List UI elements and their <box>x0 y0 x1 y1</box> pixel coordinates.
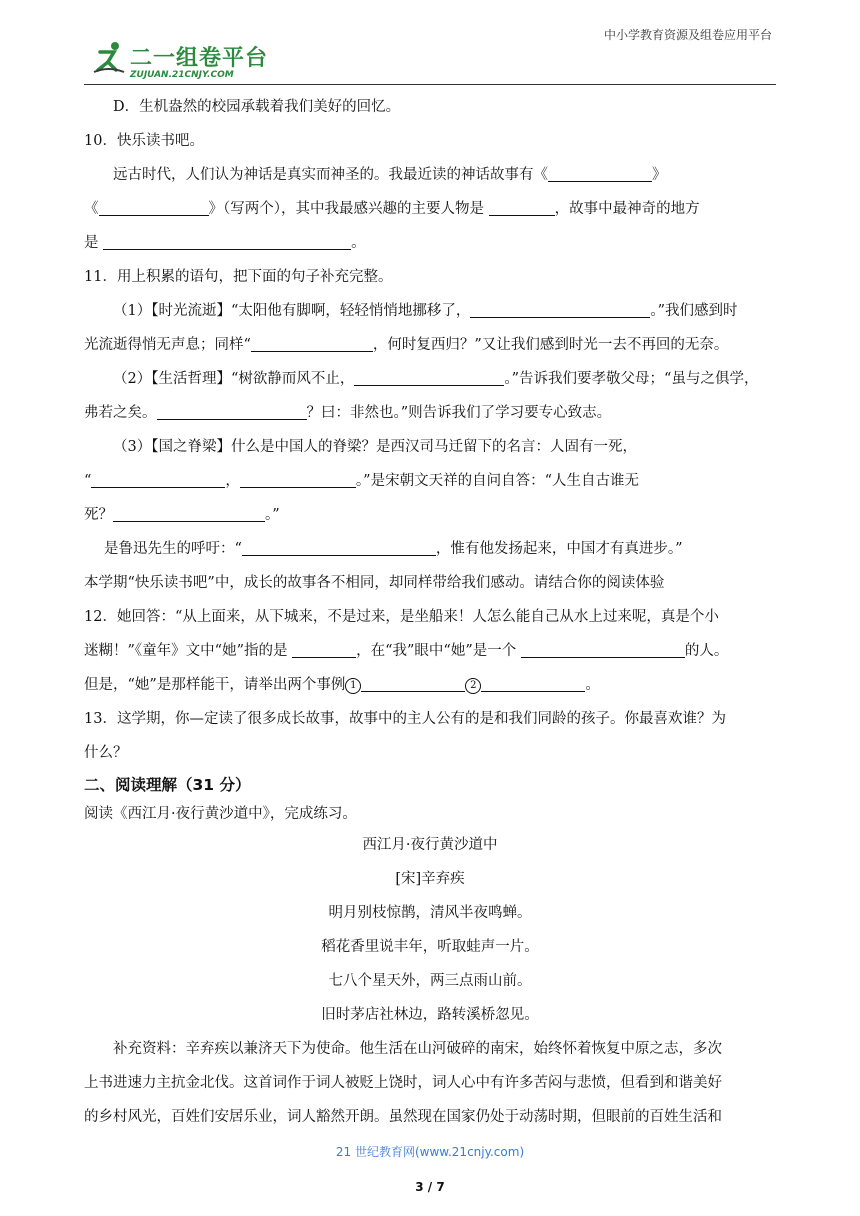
circled-number-2: 2 <box>465 678 481 694</box>
q11-2-line1: （2）【生活哲理】“树欲静而风不止， 。”告诉我们要孝敬父母；“虽与之俱学， <box>84 362 776 396</box>
q12-line2: 迷糊！”《童年》文中“她”指的是 ，在“我”眼中“她”是一个 的人。 <box>84 634 776 668</box>
q11-1-line1: （1）【时光流逝】“太阳他有脚啊，轻轻悄悄地挪移了， 。”我们感到时 <box>84 294 776 328</box>
poem-title: 西江月·夜行黄沙道中 <box>362 837 498 853</box>
supplement-line2: 上书进速力主抗金北伐。这首词作于词人被贬上饶时，词人心中有许多苦闷与悲愤，但看到和谐美好 <box>84 1075 722 1091</box>
platform-name: 中小学教育资源及组卷应用平台 <box>603 28 772 42</box>
answer-blank[interactable] <box>521 640 685 658</box>
poem-line: 明月别枝惊鹊，清风半夜鸣蝉。 <box>328 905 532 921</box>
answer-blank[interactable] <box>354 368 504 386</box>
q11-3-line4: 是鲁迅先生的呼吁：“ ，惟有他发扬起来，中国才有真进步。” <box>84 532 776 566</box>
answer-blank[interactable] <box>481 674 585 692</box>
poem-line: 旧时茅店社林边，路转溪桥忽见。 <box>321 1007 539 1023</box>
answer-blank[interactable] <box>242 538 436 556</box>
q12-line1: 12．她回答：“从上面来，从下城来，不是过来，是坐船来！人怎么能自己从水上过来呢，真是个小 <box>84 609 719 625</box>
logo-title: 二一组卷平台 <box>130 45 269 71</box>
answer-blank[interactable] <box>91 470 225 488</box>
page-number: 3 / 7 <box>415 1180 445 1194</box>
poem-author: [宋]辛弃疾 <box>395 871 465 887</box>
answer-blank[interactable] <box>103 232 351 250</box>
supplement-line1: 补充资料：辛弃疾以兼济天下为使命。他生活在山河破碎的南宋，始终怀着恢复中原之志，多次 <box>113 1041 722 1057</box>
answer-blank[interactable] <box>99 198 209 216</box>
answer-blank[interactable] <box>548 164 652 182</box>
answer-blank[interactable] <box>251 334 373 352</box>
circled-number-1: 1 <box>345 678 361 694</box>
reading-instructions: 阅读《西江月·夜行黄沙道中》，完成练习。 <box>84 806 357 822</box>
q12-line3: 但是，“她”是那样能干，请举出两个事例 1 2 。 <box>84 668 776 702</box>
section-title: 二、阅读理解（31 分） <box>84 776 251 794</box>
supplement-line3: 的乡村风光，百姓们安居乐业，词人豁然开朗。虽然现在国家仍处于动荡时期，但眼前的百姓生活和 <box>84 1109 722 1125</box>
q13-line1: 13．这学期，你—定读了很多成长故事，故事中的主人公有的是和我们同龄的孩子。你最喜欢谁？为 <box>84 711 726 727</box>
reading-intro: 本学期“快乐读书吧”中，成长的故事各不相同，却同样带给我们感动。请结合你的阅读体验 <box>84 575 665 591</box>
q11-2-line2: 弗若之矣。 ？曰：非然也。”则告诉我们了学习要专心致志。 <box>84 396 776 430</box>
q10-line2: 《 》（写两个），其中我最感兴趣的主要人物是 ，故事中最神奇的地方 <box>84 192 776 226</box>
answer-blank[interactable] <box>489 198 555 216</box>
header-divider <box>84 84 776 85</box>
q10-line1: 远古时代，人们认为神话是真实而神圣的。我最近读的神话故事有《 》 <box>84 158 776 192</box>
q13-line2: 什么？ <box>84 745 128 761</box>
answer-blank[interactable] <box>157 402 307 420</box>
option-d: D．生机盎然的校园承载着我们美好的回忆。 <box>113 99 401 115</box>
q11-title: 11．用上积累的语句，把下面的句子补充完整。 <box>84 269 393 285</box>
answer-blank[interactable] <box>240 470 356 488</box>
q11-3-line3: 死？ 。” <box>84 498 776 532</box>
logo-subtitle: ZUJUAN.21CNJY.COM <box>130 69 234 80</box>
answer-blank[interactable] <box>470 300 650 318</box>
q11-3-line2: “ ， 。”是宋朝文天祥的自问自答：“人生自古谁无 <box>84 464 776 498</box>
poem-line: 稻花香里说丰年，听取蛙声一片。 <box>321 939 539 955</box>
answer-blank[interactable] <box>292 640 356 658</box>
running-figure-icon <box>90 40 126 80</box>
q11-1-line2: 光流逝得悄无声息；同样“ ，何时复西归？”又让我们感到时光一去不再回的无奈。 <box>84 328 776 362</box>
q11-3-line1: （3）【国之脊梁】什么是中国人的脊梁？是西汉司马迁留下的名言：人固有一死， <box>113 439 637 455</box>
footer-source: 21 世纪教育网(www.21cnjy.com) <box>335 1145 525 1159</box>
answer-blank[interactable] <box>113 504 265 522</box>
document-body <box>84 90 776 1134</box>
q10-line3: 是 。 <box>84 226 776 260</box>
logo <box>90 40 268 80</box>
poem-line: 七八个星天外，两三点雨山前。 <box>328 973 532 989</box>
q10-title: 10．快乐读书吧。 <box>84 133 204 149</box>
answer-blank[interactable] <box>361 674 465 692</box>
